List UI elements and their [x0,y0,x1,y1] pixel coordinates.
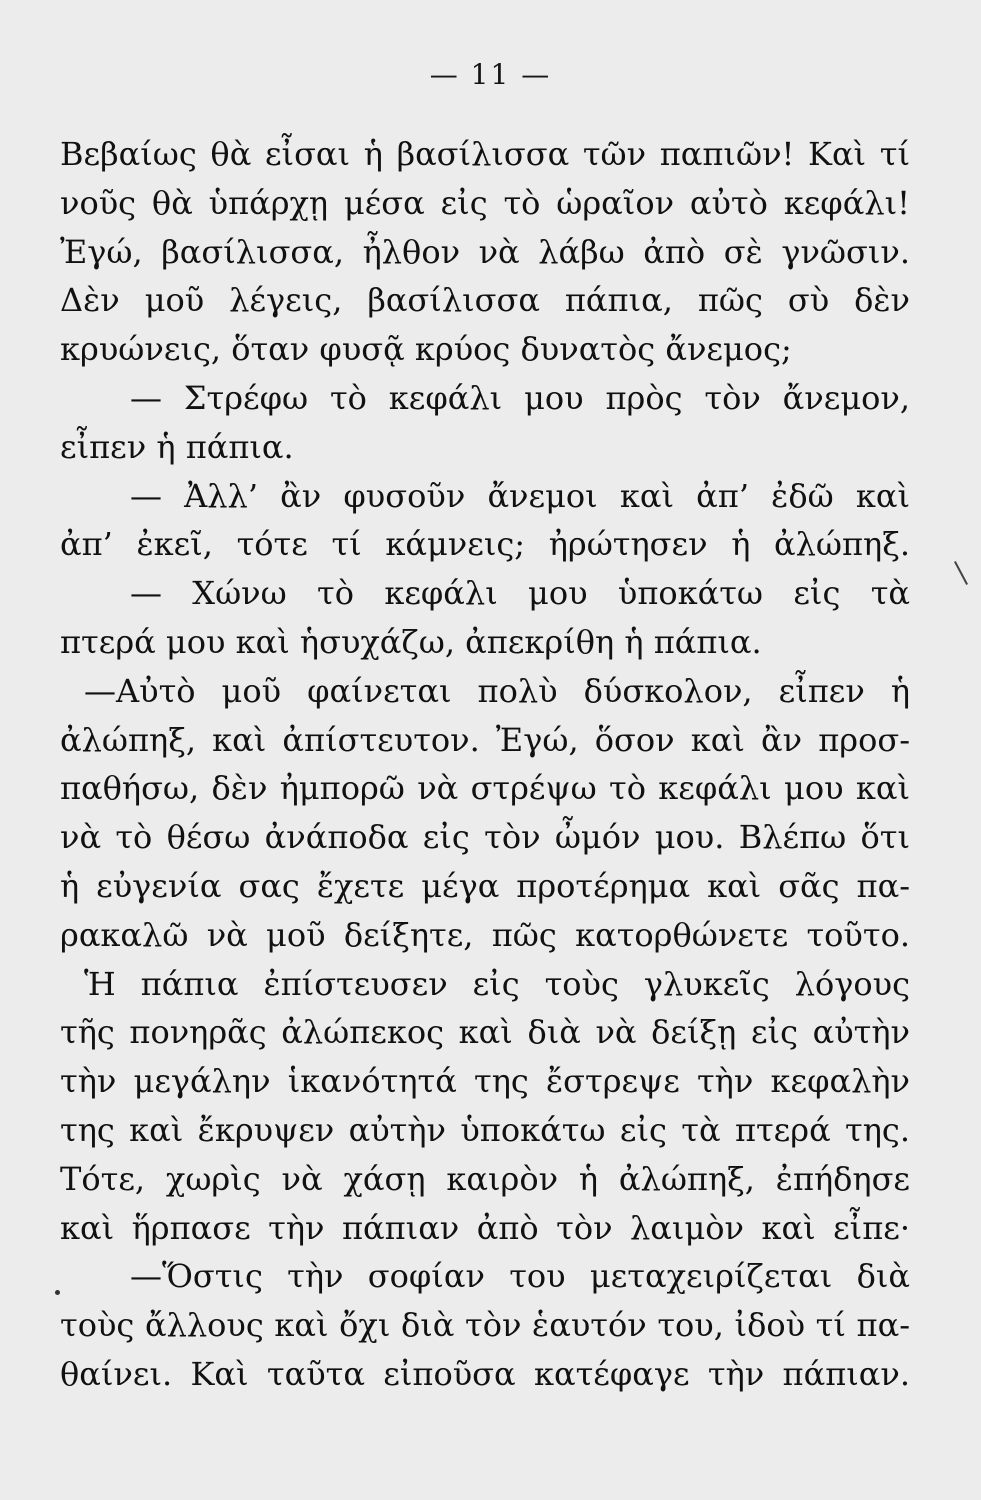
text-line: Δὲν μοῦ λέγεις, βασίλισσα πάπια, πῶς σὺ δὲν [60,281,910,320]
text-line: τῆς πονηρᾶς ἀλώπεκος καὶ διὰ νὰ δείξῃ εἰς αὐτὴν [60,1013,910,1052]
text-line: νὰ τὸ θέσω ἀνάποδα εἰς τὸν ὦμόν μου. Βλέπω ὅτι [60,818,910,857]
text-line: θαίνει. Καὶ ταῦτα εἰποῦσα κατέφαγε τὴν πάπιαν. [60,1354,910,1393]
text-line: —Αὐτὸ μοῦ φαίνεται πολὺ δύσκολον, εἶπεν ἡ [84,671,910,710]
text-line: της καὶ ἔκρυψεν αὐτὴν ὑποκάτω εἰς τὰ πτερά της. [60,1110,910,1149]
edge-mark [954,561,968,585]
text-line: τὴν μεγάλην ἱκανότητά της ἔστρεψε τὴν κεφαλὴν [60,1062,910,1101]
text-line: Βεβαίως θὰ εἶσαι ἡ βασίλισσα τῶν παπιῶν! Καὶ τί [60,135,910,173]
text-line: ἡ εὐγενία σας ἔχετε μέγα προτέρημα καὶ σᾶς πα- [60,866,910,905]
text-line: Ἡ πάπια ἐπίστευσεν εἰς τοὺς γλυκεῖς λόγους [84,964,910,1003]
ink-dot [55,1290,60,1295]
text-line: εἶπεν ἡ πάπια. [60,427,294,466]
text-line: κρυώνεις, ὅταν φυσᾷ κρύος δυνατὸς ἄνεμος; [60,330,792,369]
text-line: νοῦς θὰ ὑπάρχῃ μέσα εἰς τὸ ὡραῖον αὐτὸ κεφάλι! [60,183,910,222]
page-number: — 11 — [429,58,552,91]
body-text [60,130,910,1399]
text-line: — Ἀλλ’ ἂν φυσοῦν ἄνεμοι καὶ ἀπ’ ἐδῶ καὶ [130,476,910,515]
text-line: — Στρέφω τὸ κεφάλι μου πρὸς τὸν ἄνεμον, [130,378,910,417]
text-line: τοὺς ἄλλους καὶ ὄχι διὰ τὸν ἑαυτόν του, ἰδοὺ τί πα- [60,1306,910,1345]
text-line: παθήσω, δὲν ἠμπορῶ νὰ στρέψω τὸ κεφάλι μου καὶ [60,769,910,808]
text-line: πτερά μου καὶ ἡσυχάζω, ἀπεκρίθη ἡ πάπια. [60,622,762,661]
text-line: Τότε, χωρὶς νὰ χάσῃ καιρὸν ἡ ἀλώπηξ, ἐπήδησε [60,1159,910,1198]
text-line: — Χώνω τὸ κεφάλι μου ὑποκάτω εἰς τὰ [130,574,910,613]
text-line: ἀπ’ ἐκεῖ, τότε τί κάμνεις; ἠρώτησεν ἡ ἀλώπηξ. [60,525,910,564]
text-line: ρακαλῶ νὰ μοῦ δείξητε, πῶς κατορθώνετε τοῦτο. [60,915,910,954]
text-line: —Ὅστις τὴν σοφίαν του μεταχειρίζεται διὰ [130,1257,910,1296]
text-line: ἀλώπηξ, καὶ ἀπίστευτον. Ἐγώ, ὅσον καὶ ἂν προσ- [60,720,910,759]
text-line: καὶ ἥρπασε τὴν πάπιαν ἀπὸ τὸν λαιμὸν καὶ εἶπε· [60,1208,910,1247]
text-line: Ἐγώ, βασίλισσα, ἦλθον νὰ λάβω ἀπὸ σὲ γνῶσιν. [60,232,910,271]
